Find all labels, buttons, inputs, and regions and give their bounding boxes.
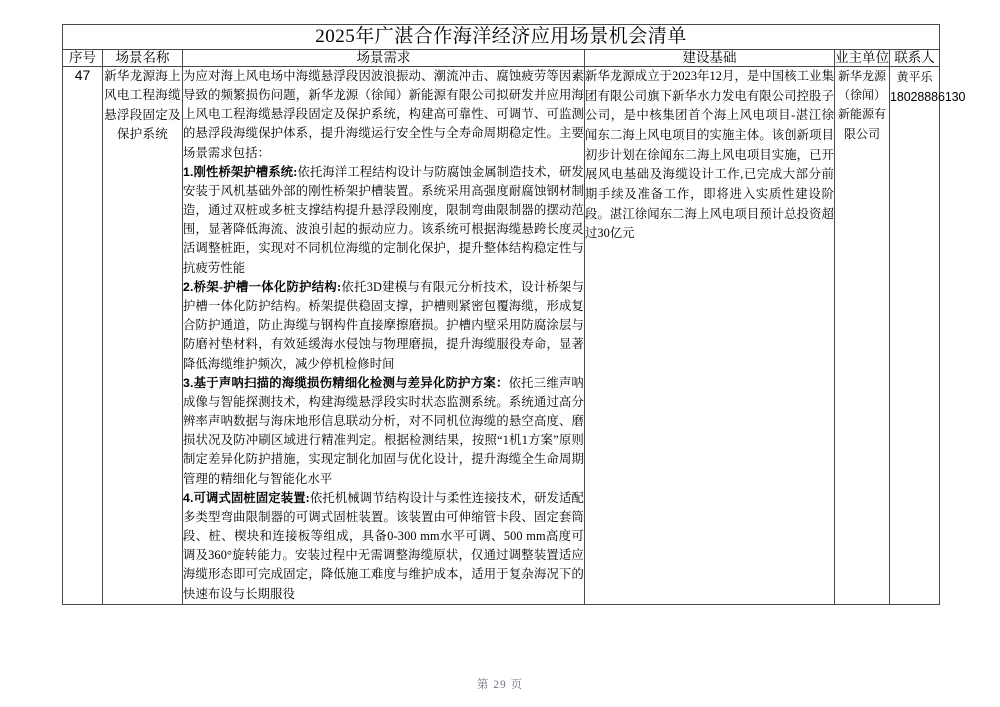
column-header-requirement: 场景需求: [183, 49, 585, 66]
requirement-item-3-number: 3.: [183, 375, 194, 390]
document-title: 2025年广湛合作海洋经济应用场景机会清单: [63, 25, 940, 50]
requirement-item-1-label: 刚性桥架护槽系统:: [193, 164, 298, 179]
column-header-contact: 联系人: [890, 49, 940, 66]
table-header-row: [63, 49, 940, 66]
row-contact: [890, 66, 966, 604]
row-owner-unit: 新华龙源（徐闻）新能源有限公司: [835, 66, 890, 604]
row-requirement: [183, 66, 585, 604]
requirement-item-3-label: 基于声呐扫描的海缆损伤精细化检测与差异化防护方案：: [193, 375, 509, 390]
requirement-item-4-number: 4.: [183, 490, 194, 505]
contact-phone: 18028886130: [890, 90, 966, 105]
requirement-item-2: [183, 278, 584, 374]
requirement-item-2-label: 桥架-护槽一体化防护结构:: [193, 279, 342, 294]
requirement-item-4: [183, 489, 584, 604]
requirement-item-1-text: 依托海洋工程结构设计与防腐蚀金属制造技术，研发安装于风机基础外部的刚性桥架护槽装置。系统采用高强度耐腐蚀钢材制造，通过双桩或多桩支撑结构提升悬浮段刚度，限制弯曲限制器的摆动范围，显著降低海流、波浪引起的振动应力。该系统可根据海缆悬跨长度灵活调整桩距，实现对不同机位海缆的定制化保护，提升整体结构稳定性与抗疲劳性能: [183, 164, 584, 275]
requirement-item-1: [183, 163, 584, 278]
row-sequence-number: 47: [63, 66, 103, 604]
requirement-intro: 为应对海上风电场中海缆悬浮段因波浪振动、潮流冲击、腐蚀疲劳等因素导致的频繁损伤问题，新华龙源（徐闻）新能源有限公司拟研发并应用海上风电工程海缆悬浮段固定及保护系统，构建高可靠性、可调节、可监测的悬浮段海缆保护体系，提升海缆运行安全性与全寿命周期稳定性。主要场景需求包括：: [183, 68, 584, 160]
table-row: [63, 66, 940, 604]
requirement-item-3-text: 依托三维声呐成像与智能探测技术，构建海缆悬浮段实时状态监测系统。系统通过高分辨率声呐数据与海床地形信息联动分析，对不同机位海缆的悬空高度、磨损状况及防冲刷区域进行精准判定。根据检测结果，按照“1机1方案”原则制定差异化防护措施，实现定制化加固与优化设计，提升海缆全生命周期管理的精细化与智能化水平: [183, 375, 584, 486]
row-scene-name: 新华龙源海上风电工程海缆悬浮段固定及保护系统: [103, 66, 183, 604]
requirement-item-2-number: 2.: [183, 279, 194, 294]
column-header-seq: 序号: [63, 49, 103, 66]
requirement-item-4-label: 可调式固桩固定装置:: [193, 490, 310, 505]
row-construction-basis: 新华龙源成立于2023年12月，是中国核工业集团有限公司旗下新华水力发电有限公司控股子公司，是中核集团首个海上风电项目-湛江徐闻东二海上风电项目的实施主体。该创新项目初步计划在徐闻东二海上风电项目实施，已开展风电基础及海缆设计工作,已完成大部分前期手续及准备工作，即将进入实质性建设阶段。湛江徐闻东二海上风电项目预计总投资超过30亿元: [585, 66, 835, 604]
scene-opportunity-table: [62, 24, 966, 605]
table-title-row: [63, 25, 940, 50]
column-header-scene-name: 场景名称: [103, 49, 183, 66]
requirement-item-3: [183, 374, 584, 489]
requirement-item-1-number: 1.: [183, 164, 194, 179]
requirement-item-2-text: 依托3D建模与有限元分析技术，设计桥架与护槽一体化防护结构。桥架提供稳固支撑，护槽则紧密包覆海缆，形成复合防护通道，防止海缆与钢构件直接摩擦磨损。护槽内壁采用防腐涂层与防磨衬垫材料，有效延缓海水侵蚀与物理磨损，提升海缆服役寿命，显著降低海缆维护频次，减少停机检修时间: [183, 279, 585, 371]
column-header-construction-basis: 建设基础: [585, 49, 835, 66]
requirement-item-4-text: 依托机械调节结构设计与柔性连接技术，研发适配多类型弯曲限制器的可调式固桩装置。该装置由可伸缩管卡段、固定套筒段、桩、楔块和连接板等组成，具备0-300 mm水平可调、500 mm高度可调及360°旋转能力。安装过程中无需调整海缆原状，仅通过调整装置适应海缆形态即可完成固定，降低施工难度与维护成本，适用于复杂海况下的快速布设与长期服役: [183, 490, 584, 601]
contact-name: 黄平乐: [896, 69, 933, 84]
page-footer: 第 29 页: [476, 679, 524, 691]
column-header-owner-unit: 业主单位: [835, 49, 889, 65]
